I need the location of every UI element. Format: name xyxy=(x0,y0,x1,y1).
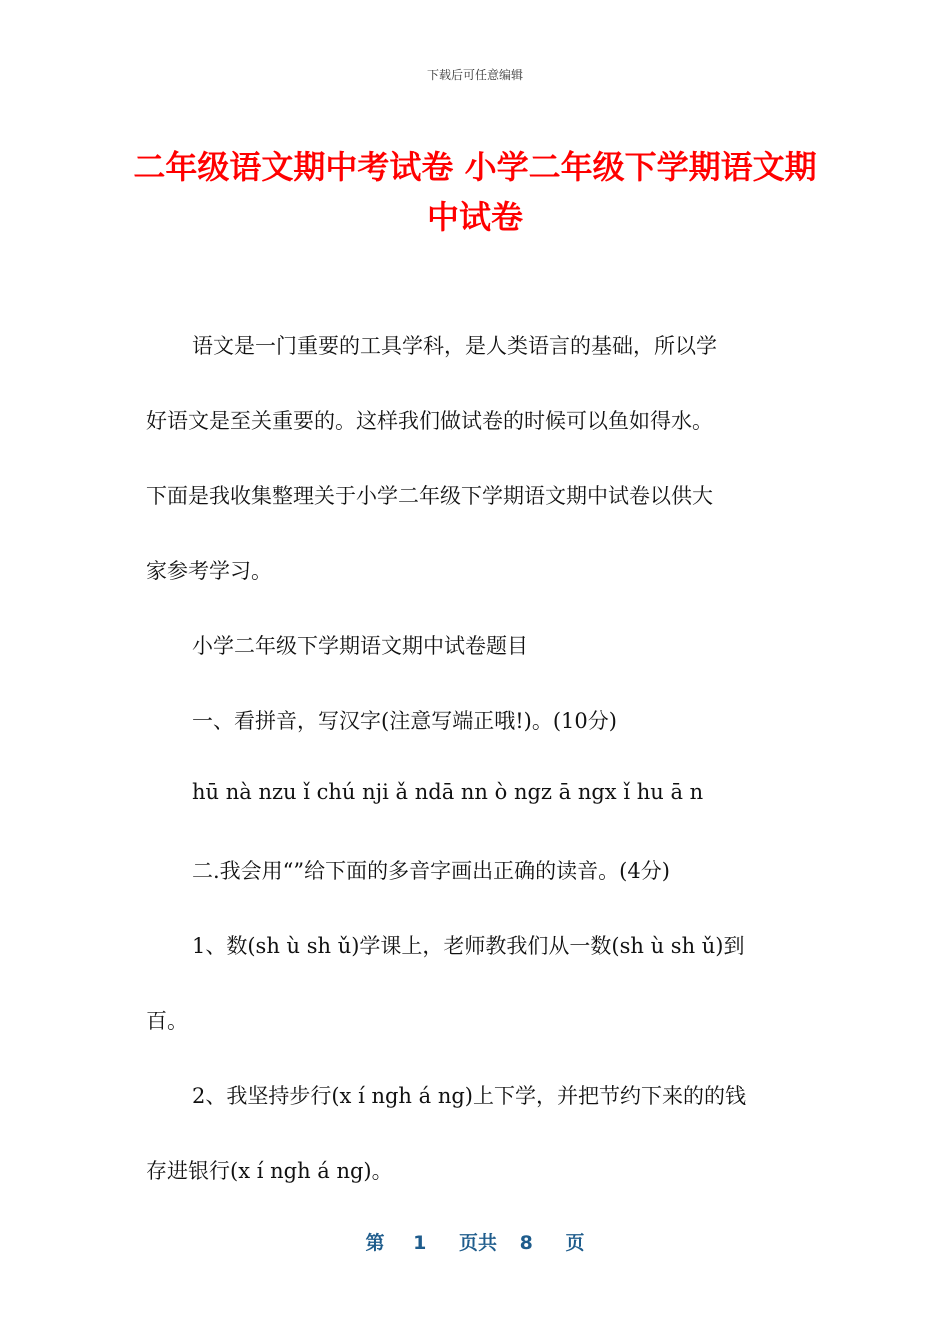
document-title: 二年级语文期中考试卷 小学二年级下学期语文期中试卷 xyxy=(133,148,817,236)
section-heading: 小学二年级下学期语文期中试卷题目 xyxy=(192,634,528,658)
header-note: 下载后可任意编辑 xyxy=(426,68,523,82)
footer-middle: 页共 xyxy=(458,1232,497,1254)
paragraph-line: 下面是我收集整理关于小学二年级下学期语文期中试卷以供大 xyxy=(146,484,713,508)
footer-suffix: 页 xyxy=(565,1232,585,1254)
question-item: 1、数(sh ù sh ǔ)学课上，老师教我们从一数(sh ù sh ǔ)到 xyxy=(192,934,745,958)
paragraph-line: 语文是一门重要的工具学科，是人类语言的基础，所以学 xyxy=(192,334,717,358)
footer-prefix: 第 xyxy=(365,1232,385,1254)
footer-total-pages: 8 xyxy=(519,1232,533,1254)
page-footer xyxy=(0,1228,950,1255)
question-heading: 二.我会用“”给下面的多音字画出正确的读音。(4分) xyxy=(192,859,670,883)
pinyin-line: hū nà nzu ǐ chú nji ǎ ndā nn ò ngz ā ngx ǐ hu ā n xyxy=(192,780,704,804)
paragraph-line: 好语文是至关重要的。这样我们做试卷的时候可以鱼如得水。 xyxy=(146,409,713,433)
question-item-continued: 百。 xyxy=(146,1009,188,1033)
footer-page-number: 1 xyxy=(413,1232,427,1254)
question-item-continued: 存进银行(x í ngh á ng)。 xyxy=(146,1159,393,1183)
paragraph-line: 家参考学习。 xyxy=(146,559,272,583)
question-item: 2、我坚持步行(x í ngh á ng)上下学，并把节约下来的的钱 xyxy=(192,1084,746,1108)
question-heading: 一、看拼音，写汉字(注意写端正哦!)。(10分) xyxy=(192,709,617,733)
